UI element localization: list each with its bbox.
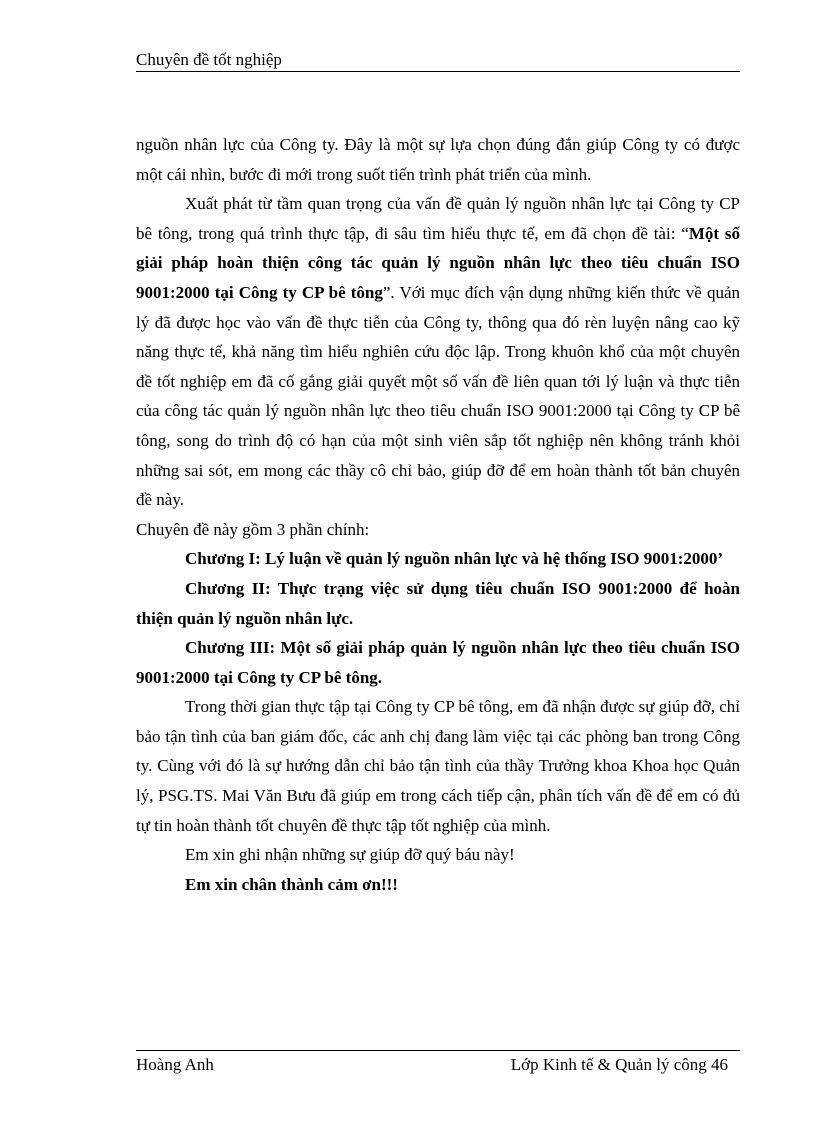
paragraph-1: nguồn nhân lực của Công ty. Đây là một sự lựa chọn đúng đắn giúp Công ty có được một cái nhìn, bước đi mới trong suốt tiến trình phát triển của mình. [136,135,740,184]
chapter-2: Chương II: Thực trạng việc sử dụng tiêu chuẩn ISO 9001:2000 để hoàn thiện quản lý nguồn nhân lực. [136,578,740,628]
paragraph-6: Em xin chân thành cảm ơn!!! [185,874,398,894]
footer-class: Lớp Kinh tế & Quản lý công 46 [510,1055,728,1074]
page-footer [136,1050,740,1075]
paragraph-2-rest: ”. Với mục đích vận dụng những kiến thức về quản lý đã được học vào vấn đề thực tiễn của Công ty, thông qua đó rèn luyện nâng cao kỹ năng thực tế, khả năng tìm hiểu nghiên cứu độc lập. Trong khuôn khổ của một chuyên đề tốt nghiệp em đã cố gắng giải quyết một số vấn đề liên quan tới lý luận và thực tiễn của công tác quản lý nguồn nhân lực theo tiêu chuẩn ISO 9001:2000 tại Công ty CP bê tông, song do trình độ có hạn của một sinh viên sắp tốt nghiệp nên không tránh khỏi những sai sót, em mong các thầy cô chỉ bảo, giúp đỡ để em hoàn thành tốt bản chuyên đề này. [136,282,740,510]
page-header [136,50,740,72]
header-title: Chuyên đề tốt nghiệp [136,50,282,69]
paragraph-5: Em xin ghi nhận những sự giúp đỡ quý báu này! [185,845,515,865]
paragraph-4: Trong thời gian thực tập tại Công ty CP bê tông, em đã nhận được sự giúp đỡ, chỉ bảo tận tình của ban giám đốc, các anh chị đang làm việc tại các phòng ban trong Công ty. Cùng với đó là sự hướng dẫn chỉ bảo tận tình của thầy Trưởng khoa Khoa học Quản lý, PSG.TS. Mai Văn Bưu đã giúp em trong cách tiếp cận, phân tích vấn đề để em có đủ tự tin hoàn thành tốt chuyên đề thực tập tốt nghiệp của mình. [136,697,740,835]
paragraph-2 [136,189,740,515]
chapter-3: Chương III: Một số giải pháp quản lý nguồn nhân lực theo tiêu chuẩn ISO 9001:2000 tại Công ty CP bê tông. [136,638,740,687]
footer-author: Hoàng Anh [136,1055,214,1074]
paragraph-3: Chuyên đề này gồm 3 phần chính: [136,519,370,539]
document-body [136,130,740,899]
thesis-topic: Một số giải pháp hoàn thiện công tác quản lý nguồn nhân lực theo tiêu chuẩn ISO 9001:2000 tại Công ty CP bê tông [136,223,740,302]
paragraph-2-intro: Xuất phát từ tầm quan trọng của vấn đề quản lý nguồn nhân lực tại Công ty CP bê tông, trong quá trình thực tập, đi sâu tìm hiểu thực tế, em đã chọn đề tài: “ [136,194,740,243]
chapter-1: Chương I: Lý luận về quản lý nguồn nhân lực và hệ thống ISO 9001:2000’ [185,549,724,569]
